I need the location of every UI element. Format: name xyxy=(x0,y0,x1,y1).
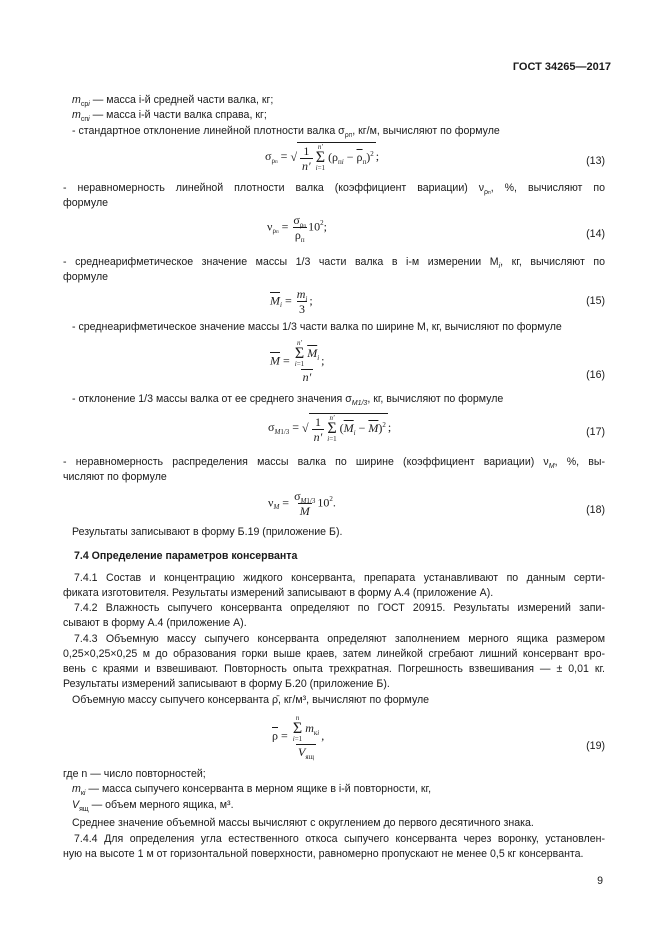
mean-note: Среднее значение объемной массы вычисляют с округлением до первого десятичного знака. xyxy=(72,817,534,829)
p743-line-3: вень с краями и взвешивают. Повторность опыта трехкратная. Погрешность взвешивания — ± 0,01 кг. xyxy=(63,663,605,675)
formula-18: $\nu_M$ = $\frac{\sigma_{M1/3}}{M}$ $10^2$. xyxy=(268,489,336,518)
eq-num-16: (16) xyxy=(586,369,605,381)
p744-line-1: 7.4.4 Для определения угла естественного откоса сыпучего консерванта через воронку, установлен- xyxy=(74,833,605,845)
where-line: где n — число повторностей; xyxy=(63,768,206,780)
p743-line-4: Результаты измерений записывают в форму Б.20 (приложение Б). xyxy=(63,678,390,690)
formula-15: $\overline{M}_i$ = $\frac{m_i}{3}$ ; xyxy=(270,287,313,316)
def-mk: $m_{кi}$ — масса сыпучего консерванта в мерном ящике в i-й повторности, кг, xyxy=(72,783,432,797)
std-dev-line: - стандартное отклонение линейной плотности валка $\sigma_{\rho П}$, кг/м, вычисляют по формуле xyxy=(72,125,500,139)
document-header: ГОСТ 34265—2017 xyxy=(512,61,611,73)
bulk-line: Объемную массу сыпучего консерванта ρ̄, кг/м³, вычисляют по формуле xyxy=(72,694,430,706)
def-mcn: $m_{спi}$ — масса i-й части валка справа, кг; xyxy=(72,109,267,123)
def-v: $V_{ящ}$ — объем мерного ящика, м³. xyxy=(72,799,234,813)
eq-num-18: (18) xyxy=(586,504,605,516)
nonuni-line-2: формуле xyxy=(63,197,109,209)
p744-line-2: ную на высоте 1 м от горизонтальной поверхности, равномерно пропускают не менее 0,5 кг консерванта. xyxy=(63,848,584,860)
dev13-line: - отклонение 1/3 массы валка от ее среднего значения $\sigma_{M1/3}$, кг, вычисляют по формуле xyxy=(72,393,504,407)
def-mcp: $m_{срi}$ — масса i-й средней части валка, кг; xyxy=(72,94,274,108)
eq-num-13: (13) xyxy=(586,155,605,167)
eq-num-19: (19) xyxy=(586,740,605,752)
eq-num-17: (17) xyxy=(586,426,605,438)
p742-line-1: 7.4.2 Влажность сыпучего консерванта определяют по ГОСТ 20915. Результаты измерений запи- xyxy=(74,602,605,614)
page-number: 9 xyxy=(597,875,603,887)
mean13-line: - среднеарифметическое значение массы 1/3 части валка в i-м измерении $M_i$, кг, вычисляют по xyxy=(63,256,606,270)
formula-17: $\sigma_{M1/3}$ = √ $\frac{1}{n'}$ n′ Σ i=1 $(\overline{M}_i - \overline{M})^2$ ; xyxy=(268,414,392,444)
eq-num-15: (15) xyxy=(586,295,605,307)
p741-line-2: фиката изготовителя. Результаты измерений записывают в форму А.4 (приложение А). xyxy=(63,587,494,599)
massdist-line: - неравномерность распределения массы валка по ширине (коэффициент вариации) $\nu_M$, %, вы- xyxy=(63,456,605,470)
p742-line-2: сывают в форму А.4 (приложение А). xyxy=(63,617,247,629)
section-heading: 7.4 Определение параметров консерванта xyxy=(74,550,298,562)
p743-line-2: 0,25×0,25×0,25 м до образования горки выше краев, затем линейкой сгребают лишний консервант вро- xyxy=(63,648,605,660)
eq-num-14: (14) xyxy=(586,228,605,240)
nonuni-line: - неравномерность линейной плотности валка (коэффициент вариации) $\nu_{\rho п}$, %, вычисляют по xyxy=(63,182,605,196)
p743-line-1: 7.4.3 Объемную массу сыпучего консерванта определяют заполнением мерного ящика размером xyxy=(74,633,605,645)
formula-14: $\nu_{\rho п}$ = $\frac{\sigma_{\rho п}}{\rho_п}$ $10^2$; xyxy=(267,213,327,244)
formula-13: $\sigma_{\rho п}$ = √ $\frac{1}{n'}$ n′ Σ i=1 $(\rho_{пi} - \overline{\rho}_п)^2$ ; xyxy=(265,143,380,173)
meanw-line: - среднеарифметическое значение массы 1/3 части валка по ширине M, кг, вычисляют по формуле xyxy=(72,321,562,333)
results-line: Результаты записывают в форму Б.19 (приложение Б). xyxy=(72,526,343,538)
mean13-line-2: формуле xyxy=(63,271,109,283)
formula-19: $\overline{\rho}$ = n Σ i=1 $m_{кi}$ $V_{ящ}$ , xyxy=(272,714,325,762)
p741-line-1: 7.4.1 Состав и концентрацию жидкого консерванта, препарата устанавливают по данным серти- xyxy=(74,572,605,584)
massdist-line-2: числяют по формуле xyxy=(63,471,167,483)
formula-16: $\overline{M}$ = n′ Σ i=1 $\overline{M}_i$ n′ ; xyxy=(270,339,325,385)
